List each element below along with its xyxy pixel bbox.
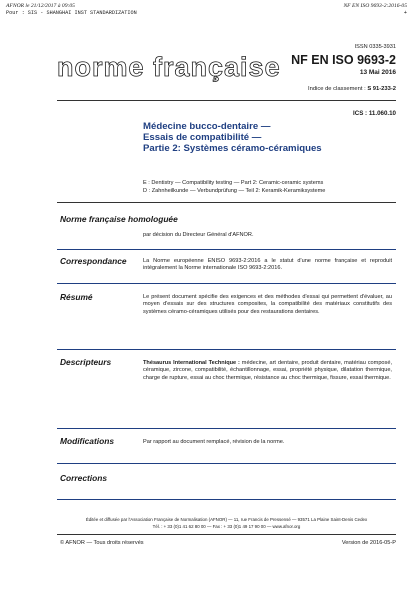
stamp-recipient: Pour : SIS - SHANGHAI INST STANDARDIZATION <box>6 10 137 16</box>
classification-value: S 91-233-2 <box>367 86 396 92</box>
section-corrections-title: Corrections <box>60 473 108 483</box>
title-line-3: Partie 2: Systèmes céramo-céramiques <box>143 142 322 154</box>
title-rule <box>57 202 396 203</box>
footer-rule <box>57 534 396 535</box>
version: Version de 2016-05-P <box>341 540 396 546</box>
ics-code: ICS : 11.060.10 <box>353 110 396 117</box>
publisher-address: Éditée et diffusée par l'Association Française de Normalisation (AFNOR) — 11, rue Francis de Pressensé — 93571 La Plaine Saint-Denis Cedex <box>85 517 368 522</box>
section-rule <box>57 249 396 250</box>
section-rule <box>57 499 396 500</box>
stamp-reference: NF EN ISO 9693-2:2016-05 <box>343 3 407 9</box>
descripteurs-keywords: médecine, art dentaire, produit dentaire, matériau composé, céramique, zircone, compatibilité, échantillonnage, essai, propriété physique, dilatation thermique, charge de rupture, essai au choc thermique, résistance au choc thermique, fissure, essai thermique. <box>143 360 393 381</box>
publication-date: 13 Mai 2016 <box>359 69 396 76</box>
stamp-date: AFNOR le 21/12/2017 à 09:05 <box>6 3 75 9</box>
section-descripteurs-title: Descripteurs <box>60 357 112 367</box>
section-modifications-title: Modifications <box>60 436 114 446</box>
title-english: E : Dentistry — Compatibility testing — Part 2: Ceramic-ceramic systems <box>143 180 324 186</box>
issn: ISSN 0335-3931 <box>354 44 396 50</box>
document-title <box>143 122 322 154</box>
section-homologuee-title: Norme française homologuée <box>60 214 178 224</box>
section-modifications-text: Par rapport au document remplacé, révision de la norme. <box>143 439 285 445</box>
section-resume-title: Résumé <box>60 292 93 302</box>
section-resume-text: Le présent document spécifie des exigences et des méthodes d'essai qui permettent d'évaluer, au moyen d'essais sur des structures composites, la compatibilité des matériaux constitutifs des systèmes céramo-céramiques utilisés pour des restaurations dentaires. <box>143 294 392 315</box>
standard-number: NF EN ISO 9693-2 <box>291 53 396 67</box>
section-rule <box>57 428 396 429</box>
header-rule <box>57 100 396 101</box>
classification-index <box>308 86 396 92</box>
section-correspondance-title: Correspondance <box>60 256 127 266</box>
section-correspondance-text: La Norme européenne ENISO 9693-2:2016 a le statut d'une norme française et reproduit intégralement la Norme internationale ISO 9693-2:2016. <box>143 258 392 272</box>
title-line-2: Essais de compatibilité — <box>143 131 262 143</box>
classification-label: Indice de classement : <box>308 86 366 92</box>
publisher-info <box>57 516 396 530</box>
section-rule <box>57 283 396 284</box>
title-german: D : Zahnheilkunde — Verbundprüfung — Teil 2: Keramik-Keramiksysteme <box>143 188 326 194</box>
publisher-contact: Tél. : + 33 (0)1 41 62 80 00 — Fax : + 33 (0)1 49 17 90 00 — www.afnor.org <box>152 524 301 529</box>
title-line-1: Médecine bucco-dentaire — <box>143 121 271 132</box>
section-descripteurs-text <box>143 360 392 382</box>
brand-logo: norme française <box>57 52 281 82</box>
descripteurs-lead: Thésaurus International Technique : <box>143 360 240 366</box>
section-homologuee-text: par décision du Directeur Général d'AFNOR. <box>143 232 254 238</box>
section-rule <box>57 349 396 350</box>
copyright: © AFNOR — Tous droits réservés <box>60 540 144 546</box>
title-translations <box>143 179 325 195</box>
stamp-plus: + <box>403 10 407 16</box>
section-rule <box>57 463 396 464</box>
